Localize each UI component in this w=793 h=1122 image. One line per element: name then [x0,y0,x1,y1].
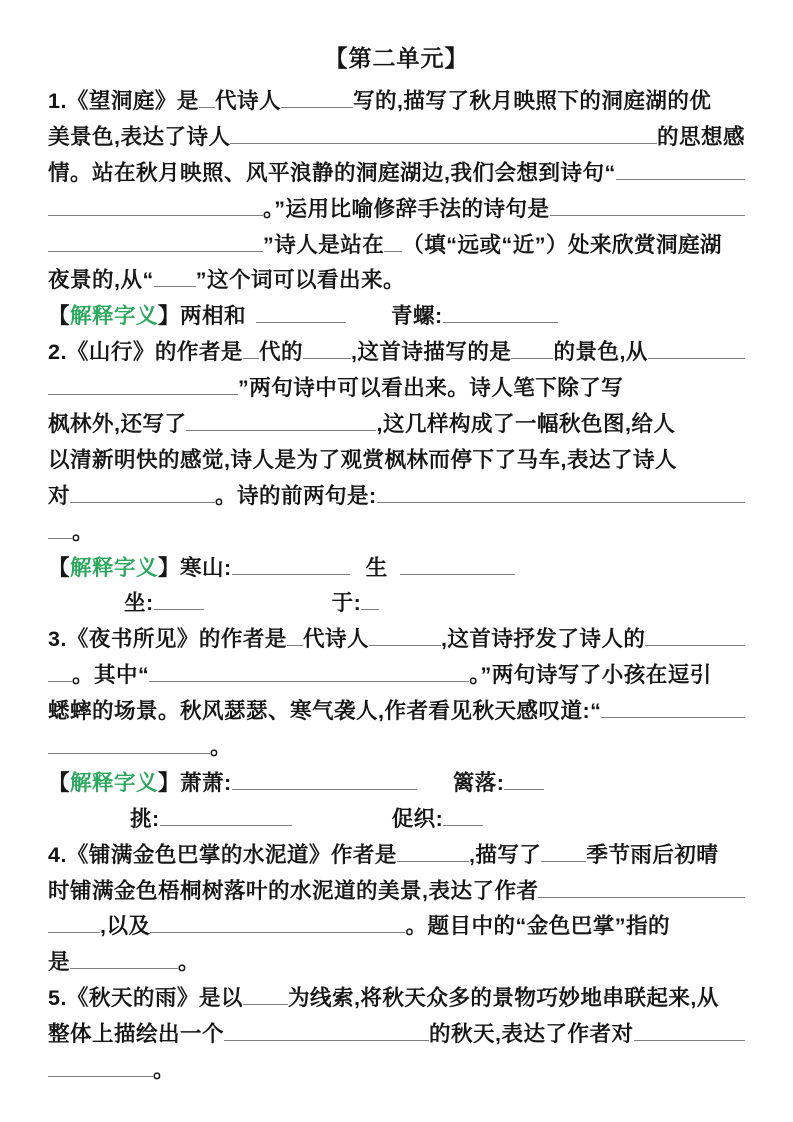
text-run: 时铺满金色梧桐树落叶的水泥道的美景,表达了作者 [48,878,539,903]
text-run: 】萧萧: [158,770,232,795]
text-run: 。题目中的“金色巴掌”指的 [405,914,670,939]
answer-blank [287,625,303,646]
worksheet-line [48,263,745,299]
answer-blank [648,338,745,359]
text-run: 为线索,将秋天众多的景物巧妙地串联起来,从 [287,986,719,1011]
worksheet-line [48,228,745,264]
text-run: 。诗的前两句是: [215,483,377,508]
answer-blank [550,195,745,216]
text-run: 。 [72,519,95,544]
worksheet-line [48,586,745,622]
text-run: 是 [48,950,71,975]
worksheet-line [48,551,745,587]
answer-blank [48,231,263,252]
text-run: 【 [48,555,71,580]
text-run: 美景色,表达了诗人 [48,124,231,149]
text-run: 。 [153,1058,176,1083]
answer-blank [511,338,553,359]
worksheet-line [48,335,745,371]
text-run: 4.《铺满金色巴掌的水泥道》作者是 [48,842,397,867]
answer-blank [48,733,210,754]
spacer [48,825,130,826]
text-run: 【 [48,770,71,795]
text-run: ”这个词可以看出来。 [195,268,405,293]
text-run: ,以及 [100,914,151,939]
text-run: 写的,描写了秋月映照下的洞庭湖的优 [352,89,712,113]
text-run: 】两相和 [158,304,247,329]
answer-blank [224,1020,429,1041]
text-run: 代诗人 [214,89,281,113]
answer-blank [149,661,469,682]
worksheet-line [48,874,745,910]
answer-blank [384,231,402,252]
text-run: 。”运用比喻修辞手法的诗句是 [263,196,550,221]
answer-blank [243,338,259,359]
worksheet-line [48,802,745,838]
text-run: 挑: [130,806,160,831]
worksheet-line [48,658,745,694]
worksheet-line [48,84,745,120]
answer-blank [504,769,544,790]
answer-blank [48,661,72,682]
answer-blank [616,159,745,180]
worksheet-lines [48,84,745,1089]
spacer [246,322,256,323]
answer-blank [48,912,100,933]
text-run: 3.《夜书所见》的作者是 [48,627,287,652]
text-run: 于: [331,591,362,616]
text-run: 【 [48,304,71,329]
text-run: ,这几样构成了一幅秋色图,给人 [376,412,676,437]
text-run: 。其中“ [72,663,150,688]
worksheet-line [48,299,745,335]
text-run: 的秋天,表达了作者对 [429,1022,634,1047]
worksheet-line [48,622,745,658]
worksheet-line [48,909,745,945]
definition-section-label: 解释字义 [70,304,159,329]
worksheet-line [48,443,745,479]
text-run: 篱落: [452,770,505,795]
answer-blank [645,625,745,646]
answer-blank [48,374,238,395]
answer-blank [634,1020,746,1041]
text-run: 】寒山: [158,555,232,580]
worksheet-line [48,479,745,515]
text-run: 。”两句诗写了小孩在逗引 [469,663,712,688]
spacer [204,609,332,610]
answer-blank [443,302,558,323]
answer-blank [443,805,483,826]
text-run: 夜景的,从“ [48,268,154,293]
worksheet-line [48,838,745,874]
answer-blank [70,948,178,969]
text-run: （填“远或“近”）处来欣赏洞庭湖 [402,232,723,257]
text-run: 1.《望洞庭》是 [48,89,199,113]
text-run: 。 [210,735,233,760]
spacer [346,322,391,323]
text-run: 2.《山行》的作者是 [48,340,243,365]
text-run: 以清新明快的感觉,诗人是为了观赏枫林而停下了马车,表达了诗人 [48,447,677,472]
text-run: ,描写了 [468,842,542,867]
text-run: 5.《秋天的雨》是以 [48,986,243,1011]
spacer [292,825,392,826]
answer-blank [541,841,586,862]
answer-blank [154,266,196,287]
worksheet-line [48,694,745,730]
worksheet-line [48,766,745,802]
definition-section-label: 解释字义 [70,770,159,795]
answer-blank [369,625,441,646]
text-run: 。 [178,950,201,975]
text-run: ,这首诗描写的是 [350,340,512,365]
answer-blank [48,1056,153,1077]
answer-blank [154,589,204,610]
answer-blank [48,518,72,539]
spacer [388,574,400,575]
answer-blank [397,841,469,862]
text-run: 枫林外,还写了 [48,412,187,437]
answer-blank [256,302,346,323]
text-run: 蟋蟀的场景。秋风瑟瑟、寒气袭人,作者看见秋天感叹道:“ [48,699,602,724]
worksheet-line [48,192,745,228]
worksheet-line [48,730,745,766]
worksheet-line [48,981,745,1017]
text-run: ”诗人是站在 [263,232,385,257]
answer-blank [230,123,657,144]
answer-blank [160,805,292,826]
answer-blank [186,410,376,431]
definition-section-label: 解释字义 [70,555,159,580]
answer-blank [150,912,405,933]
text-run: 促织: [391,806,444,831]
answer-blank [361,589,379,610]
answer-blank [232,554,350,575]
answer-blank [377,482,745,503]
worksheet-line [48,1017,745,1053]
text-run: 对 [48,483,71,508]
answer-blank [232,769,417,790]
spacer [48,609,124,610]
text-run: 情。站在秋月映照、风平浪静的洞庭湖边,我们会想到诗句“ [48,160,616,185]
text-run: 整体上描绘出一个 [48,1022,225,1047]
spacer [417,789,453,790]
worksheet-line [48,120,745,156]
worksheet-line [48,945,745,981]
worksheet-line [48,371,745,407]
answer-blank [601,697,745,718]
answer-blank [199,87,215,108]
answer-blank [48,195,263,216]
worksheet-line [48,515,745,551]
answer-blank [303,338,351,359]
text-run: 代诗人 [302,627,369,652]
worksheet-line [48,156,745,192]
answer-blank [400,554,515,575]
answer-blank [70,482,215,503]
text-run: 生 [365,555,388,580]
text-run: 的思想感 [656,124,745,149]
worksheet-line [48,1053,745,1089]
text-run: 代的 [258,340,303,365]
text-run: 的景色,从 [553,340,648,365]
text-run: 季节雨后初晴 [586,842,719,867]
text-run: 青螺: [391,304,443,329]
worksheet-line [48,407,745,443]
page-title: 【第二单元】 [324,45,469,71]
text-run: 坐: [124,591,154,616]
answer-blank [538,877,745,898]
answer-blank [243,984,288,1005]
text-run: ”两句诗中可以看出来。诗人笔下除了写 [238,376,624,401]
spacer [350,574,366,575]
text-run: ,这首诗抒发了诗人的 [440,627,646,652]
answer-blank [281,87,353,108]
